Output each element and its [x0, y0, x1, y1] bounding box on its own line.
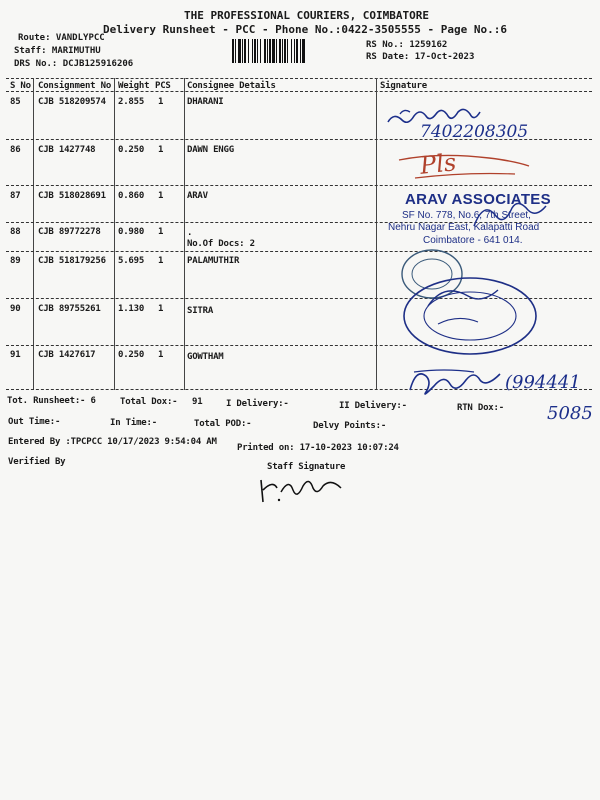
row-consignment: CJB 518209574 — [38, 97, 106, 107]
row-pcs: 1 — [158, 191, 164, 201]
total-dox-label: Total Dox:- — [120, 397, 178, 407]
row-pcs: 1 — [158, 304, 164, 314]
handwritten-phone-1: 7402208305 — [420, 122, 529, 142]
printed-on: Printed on: 17-10-2023 10:07:24 — [237, 443, 399, 453]
col-header-pcs: PCS — [155, 81, 171, 91]
row-sno: 88 — [10, 227, 21, 237]
row-consignment: CJB 89755261 — [38, 304, 101, 314]
col-header-signature: Signature — [380, 81, 427, 91]
row-pcs: 1 — [158, 97, 164, 107]
row-consignee: PALAMUTHIR — [187, 256, 240, 266]
in-time: In Time:- — [110, 418, 157, 428]
total-dox-value: 91 — [192, 397, 203, 407]
route-label: Route: VANDLYPCC — [18, 33, 105, 43]
staff-signature-label: Staff Signature — [267, 462, 346, 472]
stamp-address-line1: SF No. 778, No.6, 7th Street, — [402, 210, 531, 221]
entered-by: Entered By :TPCPCC 10/17/2023 9:54:04 AM — [8, 437, 217, 447]
table-header-rule — [6, 91, 592, 92]
row-consignment: CJB 89772278 — [38, 227, 101, 237]
row-pcs: 1 — [158, 350, 164, 360]
barcode-bar — [305, 39, 306, 63]
total-pod: Total POD:- — [194, 419, 252, 429]
row-separator — [6, 185, 592, 186]
row-weight: 0.860 — [118, 191, 145, 201]
company-name: THE PROFESSIONAL COURIERS, COIMBATORE — [184, 9, 430, 22]
row-consignment: CJB 518179256 — [38, 256, 106, 266]
runsheet-title: Delivery Runsheet - PCC - Phone No.:0422-3505555 - Page No.:6 — [103, 23, 507, 36]
stamp-address-line2: Nehru Nagar East, Kalapatti Road — [388, 222, 540, 233]
row-pcs: 1 — [158, 256, 164, 266]
rs-number: RS No.: 1259162 — [366, 40, 448, 50]
stamp-address-line3: Coimbatore - 641 014. — [423, 235, 523, 246]
row-consignment: CJB 1427617 — [38, 350, 96, 360]
ii-delivery: II Delivery:- — [339, 401, 407, 411]
row-consignee: . — [187, 228, 193, 238]
verified-by: Verified By — [8, 457, 66, 467]
barcode — [232, 39, 360, 63]
row-pcs: 1 — [158, 145, 164, 155]
staff-label: Staff: MARIMUTHU — [14, 46, 101, 56]
col-header-sno: S No — [10, 81, 31, 91]
handwritten-phone-2b: 5085 — [547, 403, 593, 424]
row-pcs: 1 — [158, 227, 164, 237]
row-weight: 0.250 — [118, 350, 145, 360]
row-weight: 2.855 — [118, 97, 145, 107]
red-scribble — [395, 152, 535, 182]
row-sno: 86 — [10, 145, 21, 155]
tot-runsheet: Tot. Runsheet:- 6 — [7, 396, 96, 406]
row-consignee: DHARANI — [187, 97, 224, 107]
delvy-points: Delvy Points:- — [313, 421, 387, 431]
col-header-consignment: Consignment No — [38, 81, 112, 91]
col-divider — [184, 78, 185, 390]
col-divider — [114, 78, 115, 390]
col-header-weight: Weight — [118, 81, 150, 91]
table-top-rule — [6, 78, 592, 79]
row-weight: 5.695 — [118, 256, 145, 266]
row-consignee: ARAV — [187, 191, 208, 201]
col-divider — [376, 78, 377, 390]
row-weight: 0.250 — [118, 145, 145, 155]
col-divider — [33, 78, 34, 390]
col-header-consignee: Consignee Details — [187, 81, 276, 91]
row-sno: 85 — [10, 97, 21, 107]
receiver-signature-scribble — [400, 360, 510, 402]
row-consignment: CJB 518028691 — [38, 191, 106, 201]
row-consignee: SITRA — [187, 306, 214, 316]
handwritten-phone-2: (994441 — [505, 372, 581, 393]
staff-signature-scribble — [255, 474, 355, 506]
rtn-dox: RTN Dox:- — [457, 403, 504, 413]
i-delivery: I Delivery:- — [226, 399, 289, 409]
row-sno: 91 — [10, 350, 21, 360]
circular-seal — [398, 246, 544, 358]
drs-number: DRS No.: DCJB125916206 — [14, 59, 134, 69]
out-time: Out Time:- — [8, 417, 61, 427]
row-consignee: DAWN ENGG — [187, 145, 234, 155]
row-sno: 90 — [10, 304, 21, 314]
stamp-signature-scribble — [470, 196, 550, 236]
rs-date: RS Date: 17-Oct-2023 — [366, 52, 475, 62]
handwritten-pls: Pls — [418, 148, 458, 180]
row-docs-count: No.Of Docs: 2 — [187, 239, 255, 249]
stamp-company-name: ARAV ASSOCIATES — [405, 191, 551, 208]
row-sno: 87 — [10, 191, 21, 201]
row-consignment: CJB 1427748 — [38, 145, 96, 155]
row-sno: 89 — [10, 256, 21, 266]
row-weight: 0.980 — [118, 227, 145, 237]
row-consignee: GOWTHAM — [187, 352, 224, 362]
row-weight: 1.130 — [118, 304, 145, 314]
